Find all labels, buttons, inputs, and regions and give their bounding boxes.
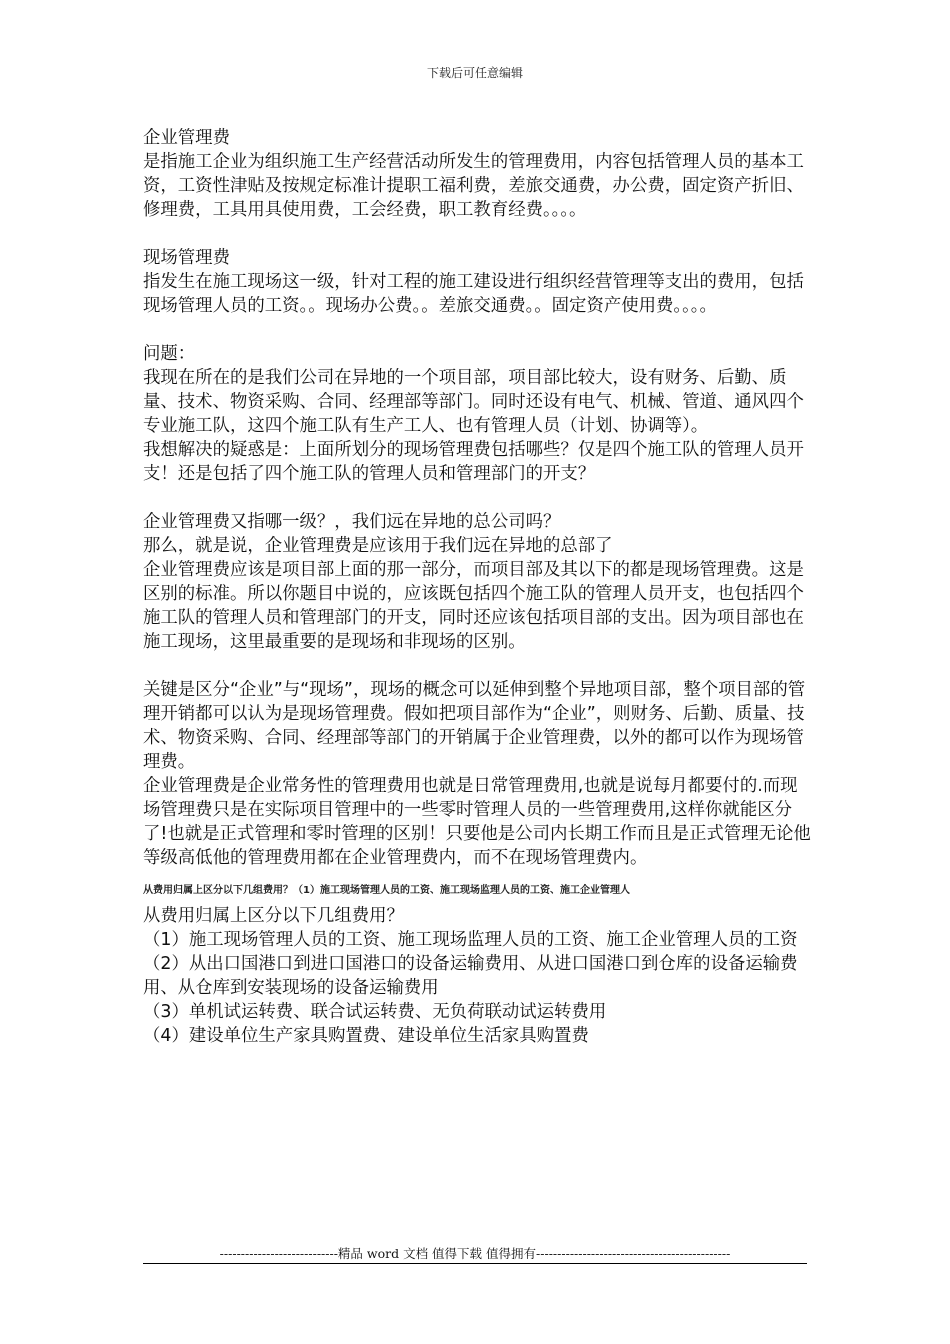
paragraph: 指发生在施工现场这一级，针对工程的施工建设进行组织经营管理等支出的费用，包括现场管理人员的工资。。现场办公费。。差旅交通费。。固定资产使用费。。。。 bbox=[143, 272, 804, 316]
paragraph: 现场管理费 bbox=[143, 248, 230, 268]
paragraph: 问题： bbox=[143, 344, 196, 364]
paragraph: （4）建设单位生产家具购置费、建设单位生活家具购置费 bbox=[143, 1026, 589, 1046]
blank-line bbox=[143, 654, 813, 678]
document-body bbox=[143, 126, 813, 1048]
paragraph: 从费用归属上区分以下几组费用？ bbox=[143, 906, 404, 926]
paragraph: （1）施工现场管理人员的工资、施工现场监理人员的工资、施工企业管理人员的工资 bbox=[143, 930, 798, 950]
paragraph: （2）从出口国港口到进口国港口的设备运输费用、从进口国港口到仓库的设备运输费用、从仓库到安装现场的设备运输费用 bbox=[143, 954, 798, 998]
paragraph: （3）单机试运转费、联合试运转费、无负荷联动试运转费用 bbox=[143, 1002, 607, 1022]
paragraph: 企业管理费是企业常务性的管理费用也就是日常管理费用,也就是说每月都要付的.而现场管理费只是在实际项目管理中的一些零时管理人员的一些管理费用,这样你就能区分了!也就是正式管理和零时管理的区别！只要他是公司内长期工作而且是正式管理无论他等级高低他的管理费用都在企业管理费内，而不在现场管理费内。 bbox=[143, 776, 811, 868]
paragraph: 我现在所在的是我们公司在异地的一个项目部，项目部比较大，设有财务、后勤、质量、技术、物资采购、合同、经理部等部门。同时还设有电气、机械、管道、通风四个专业施工队，这四个施工队有生产工人、也有管理人员（计划、协调等）。 bbox=[143, 368, 804, 436]
blank-line bbox=[143, 486, 813, 510]
paragraph: 企业管理费应该是项目部上面的那一部分，而项目部及其以下的都是现场管理费。这是区别的标准。所以你题目中说的，应该既包括四个施工队的管理人员开支，也包括四个施工队的管理人员和管理部门的开支，同时还应该包括项目部的支出。因为项目部也在施工现场，这里最重要的是现场和非现场的区别。 bbox=[143, 560, 804, 652]
paragraph: 那么，就是说，企业管理费是应该用于我们远在异地的总部了 bbox=[143, 536, 613, 556]
paragraph: 企业管理费又指哪一级？，我们远在异地的总公司吗？ bbox=[143, 512, 561, 532]
blank-line bbox=[143, 222, 813, 246]
paragraph: 关键是区分“企业”与“现场”，现场的概念可以延伸到整个异地项目部，整个项目部的管理开销都可以认为是现场管理费。假如把项目部作为“企业”，则财务、后勤、质量、技术、物资采购、合同、经理部等部门的开销属于企业管理费，以外的都可以作为现场管理费。 bbox=[143, 680, 806, 772]
page-footer: ----------------------------精品 word 文档 值得下载 值得拥有---------------------------------------------- bbox=[219, 1246, 731, 1261]
paragraph: 我想解决的疑惑是：上面所划分的现场管理费包括哪些？仅是四个施工队的管理人员开支！还是包括了四个施工队的管理人员和管理部门的开支？ bbox=[143, 440, 804, 484]
paragraph: 企业管理费 bbox=[143, 128, 230, 148]
page-header: 下载后可任意编辑 bbox=[426, 66, 523, 80]
question-summary: 从费用归属上区分以下几组费用？（1）施工现场管理人员的工资、施工现场监理人员的工资、施工企业管理人 bbox=[143, 885, 630, 896]
paragraph: 是指施工企业为组织施工生产经营活动所发生的管理费用，内容包括管理人员的基本工资，工资性津贴及按规定标准计提职工福利费，差旅交通费，办公费，固定资产折旧、修理费，工具用具使用费，工会经费，职工教育经费。。。。 bbox=[143, 152, 804, 220]
footer-rule bbox=[143, 1263, 807, 1264]
blank-line bbox=[143, 318, 813, 342]
